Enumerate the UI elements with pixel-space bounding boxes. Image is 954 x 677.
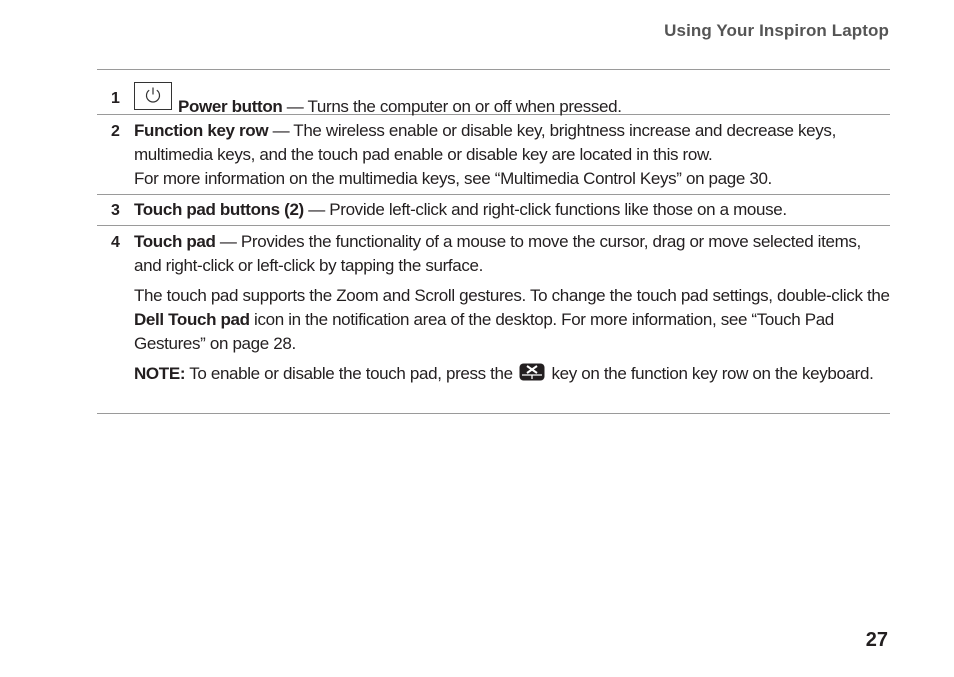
table-row (97, 115, 890, 195)
note-text: To enable or disable the touch pad, press the (185, 364, 518, 383)
row-number: 3 (111, 202, 120, 219)
touchpad-settings-text: The touch pad supports the Zoom and Scroll gestures. To change the touch pad settings, double-click the (134, 286, 890, 305)
item-description: — Provide left-click and right-click functions like those on a mouse. (303, 200, 787, 219)
row-number: 4 (111, 234, 120, 251)
item-extra-info: For more information on the multimedia keys, see “Multimedia Control Keys” on page 30. (134, 169, 772, 188)
running-header: Using Your Inspiron Laptop (664, 21, 889, 40)
callout-table (97, 69, 890, 414)
item-description: — Provides the functionality of a mouse to move the cursor, drag or move selected items, and right-click or left-click by tapping the surface. (134, 232, 861, 275)
note-text-end: key on the function key row on the keyboard. (547, 364, 874, 383)
table-row (97, 70, 890, 115)
row-number: 1 (111, 90, 120, 107)
row-number: 2 (111, 123, 120, 140)
item-title: Power button (178, 97, 283, 116)
item-title: Touch pad (134, 232, 216, 251)
touchpad-toggle-key-icon (519, 363, 545, 388)
dell-touchpad-label: Dell Touch pad (134, 310, 250, 329)
table-row (97, 226, 890, 414)
item-title: Function key row (134, 121, 269, 140)
page-number: 27 (865, 629, 888, 651)
item-description: — The wireless enable or disable key, brightness increase and decrease keys, multimedia keys, and the touch pad enable or disable key are located in this row. (134, 121, 836, 164)
touchpad-settings-text-end: icon in the notification area of the desktop. For more information, see “Touch Pad Gestures” on page 28. (134, 310, 834, 353)
power-icon (134, 82, 172, 110)
table-row (97, 195, 890, 226)
note-label: NOTE: (134, 364, 186, 383)
item-title: Touch pad buttons (2) (134, 200, 304, 219)
item-description: — Turns the computer on or off when pressed. (282, 97, 622, 116)
